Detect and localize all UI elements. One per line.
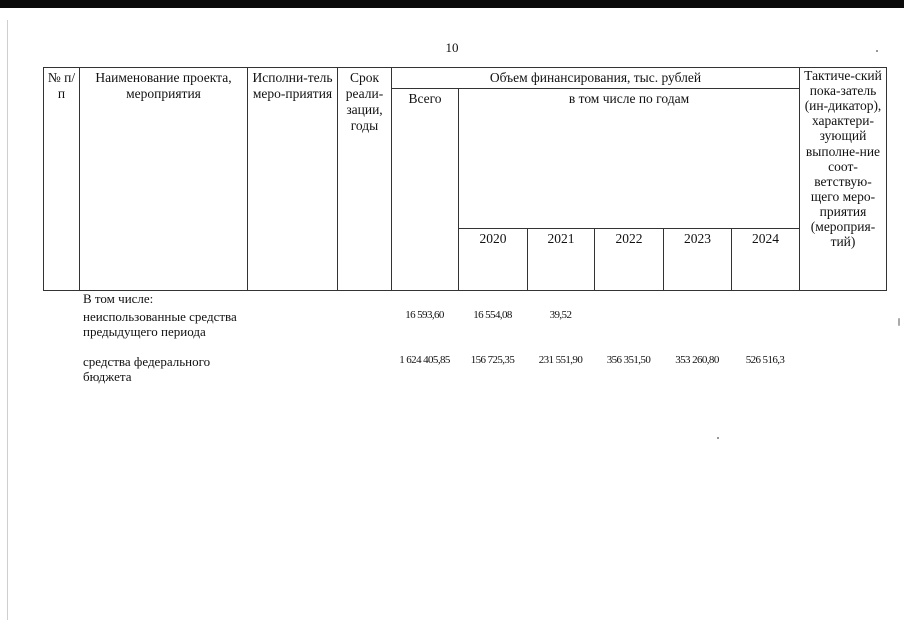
row-2-total: 1 624 405,85 (399, 354, 450, 366)
row-2-2023: 353 260,80 (675, 354, 719, 366)
header-indicator: Тактиче-ский пока-затель (ин-дикатор), характери-зующий выполне-ние соот-ветствую-щего меро-приятия (мероприя-тий) (800, 68, 887, 291)
row-2-label-line1: средства федерального (83, 354, 211, 369)
financing-table (43, 67, 887, 291)
row-1-2020: 16 554,08 (473, 309, 512, 321)
row-2-label-line2: бюджета (83, 369, 132, 384)
row-1-2021: 39,52 (549, 309, 572, 321)
header-term: Срок реали-зации, годы (338, 68, 392, 291)
page-number: 10 (445, 40, 459, 55)
scan-left-margin-line (7, 20, 8, 620)
header-funding: Объем финансирования, тыс. рублей (392, 68, 800, 89)
row-1-total: 16 593,60 (405, 309, 444, 321)
row-2-2021: 231 551,90 (538, 354, 583, 366)
header-by-years: в том числе по годам (459, 88, 800, 228)
header-year-2024: 2024 (732, 229, 800, 291)
header-total: Всего (392, 88, 459, 290)
row-2-2022: 356 351,50 (606, 354, 651, 366)
row-1-label-line1: неиспользованные средства (83, 309, 237, 324)
row-2-2020: 156 725,35 (470, 354, 515, 366)
header-year-2023: 2023 (664, 229, 732, 291)
scan-speck (898, 318, 900, 326)
header-year-2022: 2022 (595, 229, 664, 291)
row-1-label-line2: предыдущего периода (83, 324, 206, 339)
row-2-2024: 526 516,3 (745, 354, 785, 366)
scan-speck (717, 437, 719, 439)
header-executor: Исполни-тель меро-приятия (248, 68, 338, 291)
header-number: № п/п (44, 68, 80, 291)
scan-top-edge (0, 0, 904, 8)
header-project-name: Наименование проекта, мероприятия (80, 68, 248, 291)
including-label: В том числе: (83, 291, 154, 306)
header-year-2020: 2020 (459, 229, 528, 291)
header-year-2021: 2021 (528, 229, 595, 291)
